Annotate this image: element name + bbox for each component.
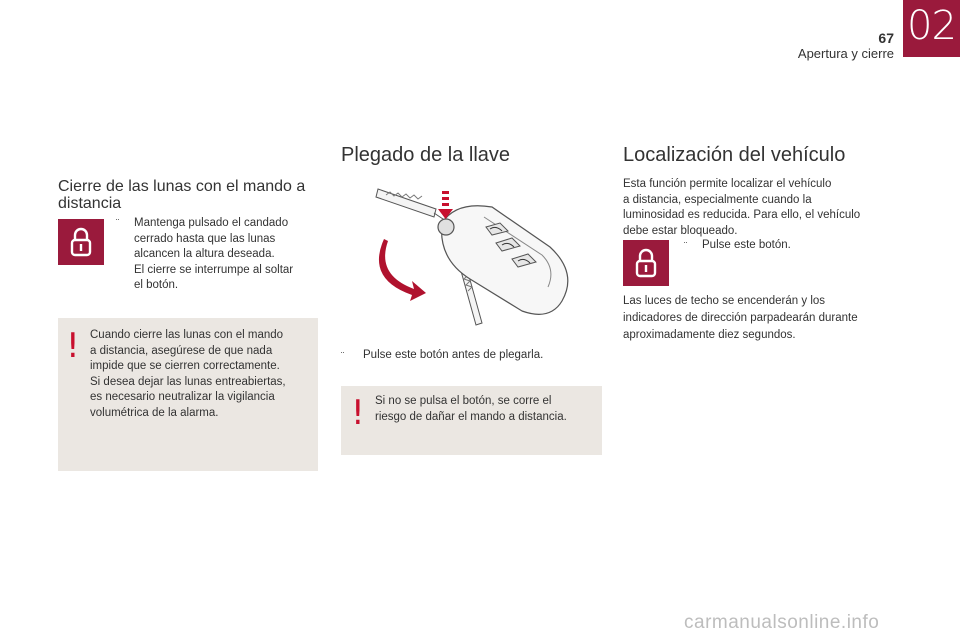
vehicle-locating-heading: Localización del vehículo xyxy=(623,144,846,166)
lock-button-tile xyxy=(623,240,669,286)
padlock-icon xyxy=(634,248,658,278)
warning-text: Cuando cierre las lunas con el mando a distancia, asegúrese de que nada impide que se cierren correctamente. Si desea dejar las lunas entreabiertas, es necesario neutralizar la vigilancia volumétrica de la alarma. xyxy=(90,329,286,419)
bullet-marker: ¨ xyxy=(116,218,120,229)
col3-instruction: Pulse este botón. xyxy=(702,239,791,251)
bullet-marker: ¨ xyxy=(684,241,688,252)
window-closing-heading: Cierre de las lunas con el mando a distancia xyxy=(58,178,306,212)
warning-box xyxy=(341,386,602,455)
bullet-marker: ¨ xyxy=(341,351,345,362)
key-folding-heading: Plegado de la llave xyxy=(341,144,511,166)
watermark: carmanualsonline.info xyxy=(684,612,880,633)
folding-key-illustration xyxy=(372,183,582,333)
col3-intro: Esta función permite localizar el vehículo a distancia, especialmente cuando la luminosidad es reducida. Para ello, el vehículo debe estar bloqueado. xyxy=(623,178,861,237)
col2-instruction: Pulse este botón antes de plegarla. xyxy=(363,349,544,361)
warning-box xyxy=(58,318,318,471)
warning-text: Si no se pulsa el botón, se corre el riesgo de dañar el mando a distancia. xyxy=(375,395,567,423)
page-number: 67 xyxy=(878,30,894,46)
padlock-icon xyxy=(69,227,93,257)
lock-button-tile xyxy=(58,219,104,265)
fold-arrow-icon xyxy=(379,239,426,301)
exclamation-icon: ! xyxy=(351,393,365,433)
section-title: Apertura y cierre xyxy=(797,46,894,61)
col3-result: Las luces de techo se encenderán y los indicadores de dirección parpadearán durante aproximadamente diez segundos. xyxy=(623,295,858,341)
col1-instruction: Mantenga pulsado el candado cerrado hasta que las lunas alcancen la altura deseada. El cierre se interrumpe al soltar el botón. xyxy=(134,217,294,291)
chapter-tab: 02 xyxy=(903,0,960,57)
exclamation-icon: ! xyxy=(66,326,80,366)
